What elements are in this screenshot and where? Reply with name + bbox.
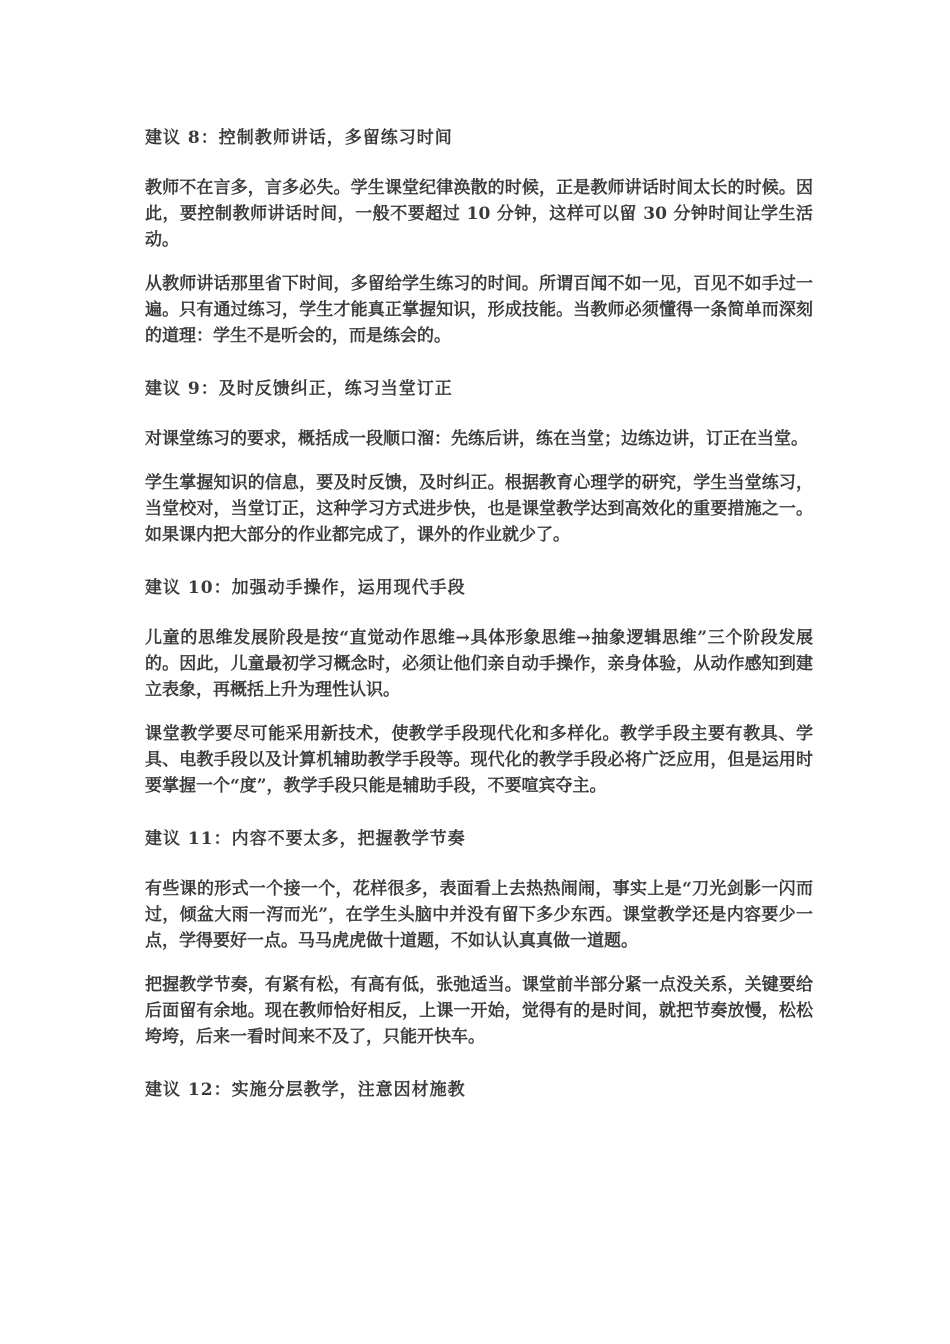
paragraph: 儿童的思维发展阶段是按“直觉动作思维→具体形象思维→抽象逻辑思维”三个阶段发展的。因此，儿童最初学习概念时，必须让他们亲自动手操作，亲身体验，从动作感知到建立表象，再概括上升为理性认识。 (145, 628, 813, 700)
section-heading-9: 建议 9：及时反馈纠正，练习当堂订正 (145, 379, 453, 399)
section-heading-10: 建议 10：加强动手操作，运用现代手段 (145, 578, 466, 598)
section-heading-11: 建议 11：内容不要太多，把握教学节奏 (145, 829, 466, 849)
paragraph: 课堂教学要尽可能采用新技术，使教学手段现代化和多样化。教学手段主要有教具、学具、电教手段以及计算机辅助教学手段等。现代化的教学手段必将广泛应用，但是运用时要掌握一个“度”，教学手段只能是辅助手段，不要喧宾夺主。 (145, 724, 813, 796)
paragraph: 学生掌握知识的信息，要及时反馈，及时纠正。根据教育心理学的研究，学生当堂练习，当堂校对，当堂订正，这种学习方式进步快，也是课堂教学达到高效化的重要措施之一。如果课内把大部分的作业都完成了，课外的作业就少了。 (145, 473, 813, 545)
paragraph: 把握教学节奏，有紧有松，有高有低，张弛适当。课堂前半部分紧一点没关系，关键要给后面留有余地。现在教师恰好相反，上课一开始，觉得有的是时间，就把节奏放慢，松松垮垮，后来一看时间来不及了，只能开快车。 (145, 975, 813, 1047)
paragraph: 从教师讲话那里省下时间，多留给学生练习的时间。所谓百闻不如一见，百见不如手过一遍。只有通过练习，学生才能真正掌握知识，形成技能。当教师必须懂得一条简单而深刻的道理：学生不是听会的，而是练会的。 (145, 274, 813, 346)
section-heading-8: 建议 8：控制教师讲话，多留练习时间 (145, 128, 453, 148)
paragraph: 教师不在言多，言多必失。学生课堂纪律涣散的时候，正是教师讲话时间太长的时候。因此，要控制教师讲话时间，一般不要超过 10 分钟，这样可以留 30 分钟时间让学生活动。 (145, 178, 813, 250)
document-page (145, 116, 813, 1127)
paragraph: 对课堂练习的要求，概括成一段顺口溜：先练后讲，练在当堂；边练边讲，订正在当堂。 (145, 429, 808, 449)
paragraph: 有些课的形式一个接一个，花样很多，表面看上去热热闹闹，事实上是“刀光剑影一闪而过，倾盆大雨一泻而光”，在学生头脑中并没有留下多少东西。课堂教学还是内容要少一点，学得要好一点。马马虎虎做十道题，不如认认真真做一道题。 (145, 879, 813, 951)
section-heading-12: 建议 12：实施分层教学，注意因材施教 (145, 1080, 466, 1100)
